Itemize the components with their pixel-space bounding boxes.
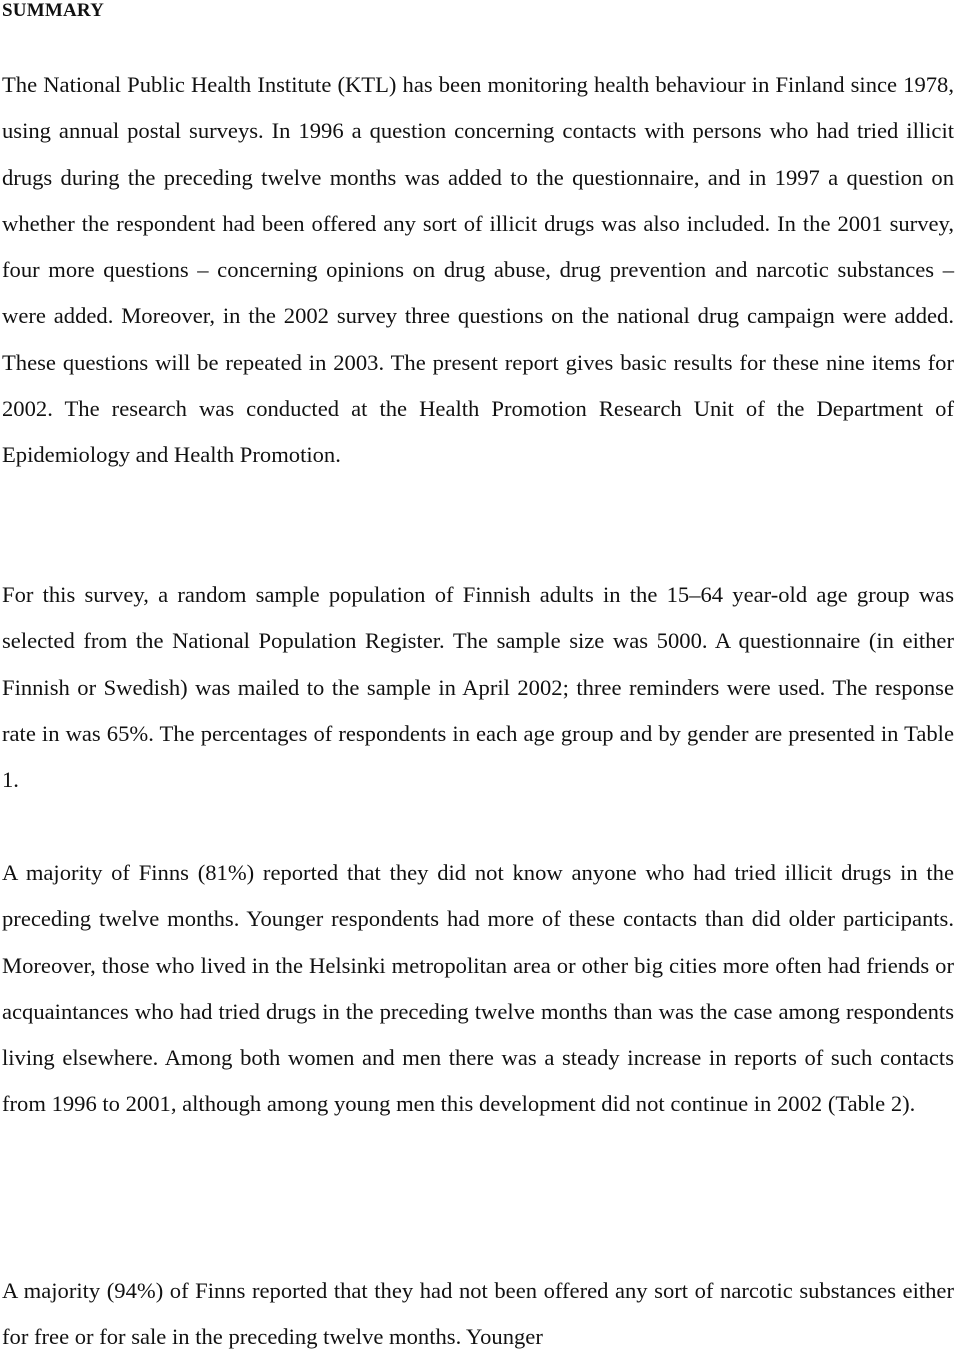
summary-paragraph-3: A majority of Finns (81%) reported that they did not know anyone who had tried illicit drugs in the preceding twelve months. Younger respondents had more of these contacts than did older participants. Moreover, those who lived in the Helsinki metropolitan area or other big cities more often had friends or acquaintances who had tried drugs in the preceding twelve months than was the case among respondents living elsewhere. Among both women and men there was a steady increase in reports of such contacts from 1996 to 2001, although among young men this development did not continue in 2002 (Table 2). — [2, 860, 954, 1117]
page-title: SUMMARY — [2, 0, 105, 21]
summary-paragraph-4: A majority (94%) of Finns reported that they had not been offered any sort of narcotic substances either for free or for sale in the preceding twelve months. Younger — [2, 1278, 954, 1350]
summary-paragraph-2: For this survey, a random sample population of Finnish adults in the 15–64 year-old age group was selected from the National Population Register. The sample size was 5000. A questionnaire (in either Finnish or Swedish) was mailed to the sample in April 2002; three reminders were used. The response rate in was 65%. The percentages of respondents in each age group and by gender are presented in Table 1. — [2, 582, 954, 793]
summary-paragraph-1: The National Public Health Institute (KTL) has been monitoring health behaviour in Finland since 1978, using annual postal surveys. In 1996 a question concerning contacts with persons who had tried illicit drugs during the preceding twelve months was added to the questionnaire, and in 1997 a question on whether the respondent had been offered any sort of illicit drugs was also included. In the 2001 survey, four more questions – concerning opinions on drug abuse, drug prevention and narcotic substances – were added. Moreover, in the 2002 survey three questions on the national drug campaign were added. These questions will be repeated in 2003. The present report gives basic results for these nine items for 2002. The research was conducted at the Health Promotion Research Unit of the Department of Epidemiology and Health Promotion. — [2, 72, 954, 468]
